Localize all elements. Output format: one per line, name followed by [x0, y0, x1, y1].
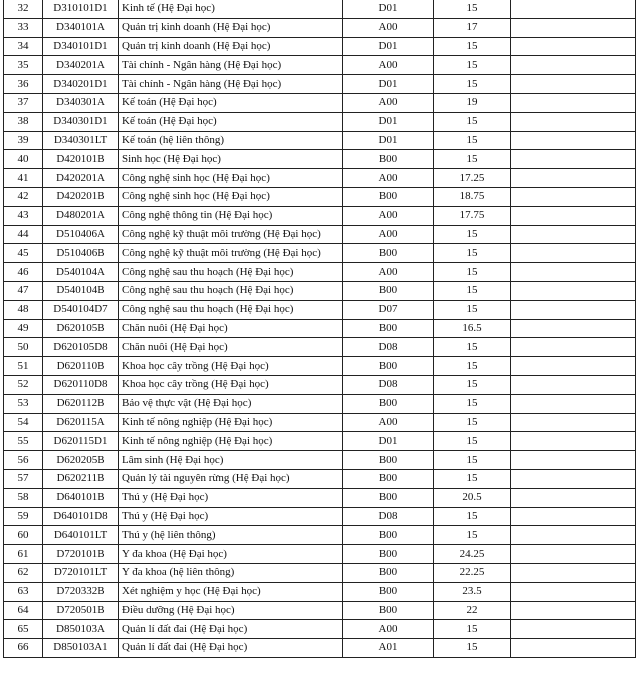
cell-score: 15 — [434, 469, 511, 488]
cell-exam-block: A00 — [343, 620, 434, 639]
cell-exam-block: A00 — [343, 93, 434, 112]
cell-stt: 41 — [4, 169, 43, 188]
cell-exam-block: D01 — [343, 0, 434, 18]
table-row — [4, 563, 636, 582]
cell-score: 15 — [434, 413, 511, 432]
cell-exam-block: A00 — [343, 206, 434, 225]
cell-stt: 48 — [4, 300, 43, 319]
cell-score: 15 — [434, 526, 511, 545]
cell-major-name: Công nghệ sinh học (Hệ Đại học) — [119, 169, 343, 188]
cell-score: 15 — [434, 56, 511, 75]
cell-note — [511, 601, 636, 620]
cell-major-name: Khoa học cây trồng (Hệ Đại học) — [119, 357, 343, 376]
cell-score: 17.25 — [434, 169, 511, 188]
cell-exam-block: D01 — [343, 432, 434, 451]
cell-exam-block: A00 — [343, 169, 434, 188]
cell-major-code: D540104B — [43, 281, 119, 300]
cell-major-name: Thú y (hệ liên thông) — [119, 526, 343, 545]
table-row — [4, 545, 636, 564]
cell-exam-block: D08 — [343, 507, 434, 526]
table-row — [4, 150, 636, 169]
cell-note — [511, 169, 636, 188]
cell-exam-block: A00 — [343, 225, 434, 244]
cell-major-code: D640101D8 — [43, 507, 119, 526]
cell-exam-block: B00 — [343, 469, 434, 488]
cell-note — [511, 93, 636, 112]
cell-exam-block: B00 — [343, 244, 434, 263]
cell-exam-block: B00 — [343, 281, 434, 300]
cell-major-name: Công nghệ kỹ thuật môi trường (Hệ Đại học) — [119, 225, 343, 244]
cell-note — [511, 620, 636, 639]
cell-note — [511, 281, 636, 300]
table-row — [4, 169, 636, 188]
cell-stt: 53 — [4, 394, 43, 413]
cell-major-name: Thú y (Hệ Đại học) — [119, 488, 343, 507]
cell-major-code: D480201A — [43, 206, 119, 225]
cell-exam-block: B00 — [343, 394, 434, 413]
cell-stt: 55 — [4, 432, 43, 451]
cell-score: 15 — [434, 131, 511, 150]
cell-stt: 50 — [4, 338, 43, 357]
cell-major-code: D340301A — [43, 93, 119, 112]
table-row — [4, 56, 636, 75]
cell-major-code: D420101B — [43, 150, 119, 169]
cell-major-name: Kinh tế nông nghiệp (Hệ Đại học) — [119, 432, 343, 451]
table-row — [4, 432, 636, 451]
table-row — [4, 469, 636, 488]
cell-note — [511, 56, 636, 75]
cell-major-code: D510406A — [43, 225, 119, 244]
cell-stt: 56 — [4, 451, 43, 470]
cell-stt: 42 — [4, 187, 43, 206]
cell-stt: 43 — [4, 206, 43, 225]
cell-note — [511, 18, 636, 37]
cell-note — [511, 469, 636, 488]
cell-major-code: D420201A — [43, 169, 119, 188]
cell-note — [511, 263, 636, 282]
cell-major-code: D510406B — [43, 244, 119, 263]
cell-score: 23.5 — [434, 582, 511, 601]
cell-score: 15 — [434, 375, 511, 394]
cell-score: 24.25 — [434, 545, 511, 564]
cell-major-code: D620110B — [43, 357, 119, 376]
cell-stt: 34 — [4, 37, 43, 56]
cell-note — [511, 206, 636, 225]
table-row — [4, 394, 636, 413]
cell-note — [511, 131, 636, 150]
cell-exam-block: B00 — [343, 357, 434, 376]
cell-exam-block: D01 — [343, 75, 434, 94]
cell-exam-block: D08 — [343, 375, 434, 394]
table-body — [4, 0, 636, 657]
table-row — [4, 300, 636, 319]
table-row — [4, 187, 636, 206]
table-row — [4, 93, 636, 112]
cell-exam-block: D01 — [343, 112, 434, 131]
table-row — [4, 225, 636, 244]
cell-major-name: Công nghệ sau thu hoạch (Hệ Đại học) — [119, 281, 343, 300]
cell-note — [511, 300, 636, 319]
cell-major-name: Tài chính - Ngân hàng (Hệ Đại học) — [119, 56, 343, 75]
cell-major-name: Công nghệ sau thu hoạch (Hệ Đại học) — [119, 263, 343, 282]
cell-major-code: D720332B — [43, 582, 119, 601]
table-row — [4, 263, 636, 282]
cell-major-name: Kế toán (Hệ Đại học) — [119, 93, 343, 112]
cell-major-code: D720101LT — [43, 563, 119, 582]
cell-major-code: D850103A — [43, 620, 119, 639]
cell-exam-block: B00 — [343, 582, 434, 601]
cell-stt: 44 — [4, 225, 43, 244]
cell-exam-block: D01 — [343, 131, 434, 150]
cell-major-code: D620110D8 — [43, 375, 119, 394]
cell-major-name: Kế toán (Hệ Đại học) — [119, 112, 343, 131]
cell-major-name: Công nghệ kỹ thuật môi trường (Hệ Đại học) — [119, 244, 343, 263]
table-row — [4, 582, 636, 601]
cell-stt: 51 — [4, 357, 43, 376]
cell-stt: 32 — [4, 0, 43, 18]
cell-score: 19 — [434, 93, 511, 112]
cell-major-code: D620115D1 — [43, 432, 119, 451]
cell-score: 17.75 — [434, 206, 511, 225]
cell-note — [511, 244, 636, 263]
cell-stt: 39 — [4, 131, 43, 150]
cell-major-code: D620105D8 — [43, 338, 119, 357]
cell-stt: 52 — [4, 375, 43, 394]
cell-note — [511, 112, 636, 131]
cell-score: 15 — [434, 281, 511, 300]
cell-exam-block: B00 — [343, 545, 434, 564]
cell-note — [511, 507, 636, 526]
cell-major-name: Công nghệ sau thu hoạch (Hệ Đại học) — [119, 300, 343, 319]
cell-major-code: D720501B — [43, 601, 119, 620]
admission-scores-table — [3, 0, 636, 658]
cell-major-name: Xét nghiệm y học (Hệ Đại học) — [119, 582, 343, 601]
cell-score: 15 — [434, 507, 511, 526]
cell-score: 18.75 — [434, 187, 511, 206]
cell-score: 22.25 — [434, 563, 511, 582]
cell-score: 17 — [434, 18, 511, 37]
cell-exam-block: D01 — [343, 37, 434, 56]
cell-stt: 59 — [4, 507, 43, 526]
cell-note — [511, 319, 636, 338]
cell-exam-block: B00 — [343, 319, 434, 338]
table-row — [4, 18, 636, 37]
cell-exam-block: D08 — [343, 338, 434, 357]
cell-stt: 63 — [4, 582, 43, 601]
cell-major-name: Chăn nuôi (Hệ Đại học) — [119, 319, 343, 338]
cell-stt: 46 — [4, 263, 43, 282]
cell-score: 22 — [434, 601, 511, 620]
cell-score: 15 — [434, 357, 511, 376]
cell-stt: 54 — [4, 413, 43, 432]
cell-stt: 49 — [4, 319, 43, 338]
cell-note — [511, 394, 636, 413]
cell-note — [511, 338, 636, 357]
cell-major-name: Quản trị kinh doanh (Hệ Đại học) — [119, 37, 343, 56]
cell-score: 15 — [434, 225, 511, 244]
cell-major-name: Tài chính - Ngân hàng (Hệ Đại học) — [119, 75, 343, 94]
cell-note — [511, 225, 636, 244]
cell-score: 15 — [434, 639, 511, 658]
table-row — [4, 112, 636, 131]
cell-score: 20.5 — [434, 488, 511, 507]
cell-stt: 61 — [4, 545, 43, 564]
cell-major-code: D540104A — [43, 263, 119, 282]
cell-exam-block: A00 — [343, 413, 434, 432]
cell-major-code: D310101D1 — [43, 0, 119, 18]
cell-score: 15 — [434, 432, 511, 451]
cell-major-code: D720101B — [43, 545, 119, 564]
cell-score: 15 — [434, 263, 511, 282]
cell-major-name: Y đa khoa (Hệ Đại học) — [119, 545, 343, 564]
cell-exam-block: B00 — [343, 150, 434, 169]
cell-major-code: D340201D1 — [43, 75, 119, 94]
cell-note — [511, 545, 636, 564]
table-row — [4, 338, 636, 357]
cell-major-name: Công nghệ sinh học (Hệ Đại học) — [119, 187, 343, 206]
cell-stt: 35 — [4, 56, 43, 75]
table-row — [4, 639, 636, 658]
cell-major-code: D620115A — [43, 413, 119, 432]
cell-major-code: D640101B — [43, 488, 119, 507]
cell-major-code: D340101A — [43, 18, 119, 37]
cell-stt: 37 — [4, 93, 43, 112]
cell-major-code: D340301D1 — [43, 112, 119, 131]
cell-major-code: D850103A1 — [43, 639, 119, 658]
cell-exam-block: B00 — [343, 601, 434, 620]
cell-major-code: D620205B — [43, 451, 119, 470]
cell-major-name: Kế toán (hệ liên thông) — [119, 131, 343, 150]
cell-major-code: D540104D7 — [43, 300, 119, 319]
cell-note — [511, 37, 636, 56]
cell-major-code: D340101D1 — [43, 37, 119, 56]
cell-major-name: Y đa khoa (hệ liên thông) — [119, 563, 343, 582]
table-row — [4, 620, 636, 639]
table-row — [4, 526, 636, 545]
table-row — [4, 244, 636, 263]
cell-major-code: D340201A — [43, 56, 119, 75]
cell-stt: 36 — [4, 75, 43, 94]
table-row — [4, 451, 636, 470]
table-row — [4, 75, 636, 94]
table-row — [4, 601, 636, 620]
cell-major-name: Kinh tế nông nghiệp (Hệ Đại học) — [119, 413, 343, 432]
cell-major-code: D620211B — [43, 469, 119, 488]
cell-score: 15 — [434, 75, 511, 94]
cell-exam-block: D07 — [343, 300, 434, 319]
cell-major-name: Bảo vệ thực vật (Hệ Đại học) — [119, 394, 343, 413]
table-row — [4, 319, 636, 338]
cell-major-name: Lâm sinh (Hệ Đại học) — [119, 451, 343, 470]
cell-exam-block: B00 — [343, 451, 434, 470]
cell-stt: 57 — [4, 469, 43, 488]
cell-note — [511, 639, 636, 658]
cell-major-name: Chăn nuôi (Hệ Đại học) — [119, 338, 343, 357]
table-row — [4, 131, 636, 150]
cell-note — [511, 357, 636, 376]
cell-major-code: D340301LT — [43, 131, 119, 150]
cell-stt: 47 — [4, 281, 43, 300]
cell-stt: 66 — [4, 639, 43, 658]
cell-exam-block: B00 — [343, 526, 434, 545]
cell-major-name: Khoa học cây trồng (Hệ Đại học) — [119, 375, 343, 394]
cell-major-name: Kinh tế (Hệ Đại học) — [119, 0, 343, 18]
cell-major-name: Quản lý tài nguyên rừng (Hệ Đại học) — [119, 469, 343, 488]
cell-note — [511, 451, 636, 470]
cell-major-name: Quản trị kinh doanh (Hệ Đại học) — [119, 18, 343, 37]
table-row — [4, 488, 636, 507]
cell-stt: 64 — [4, 601, 43, 620]
cell-exam-block: B00 — [343, 563, 434, 582]
cell-note — [511, 187, 636, 206]
cell-major-name: Công nghệ thông tin (Hệ Đại học) — [119, 206, 343, 225]
cell-stt: 58 — [4, 488, 43, 507]
cell-stt: 62 — [4, 563, 43, 582]
table-row — [4, 507, 636, 526]
cell-score: 15 — [434, 338, 511, 357]
cell-score: 15 — [434, 112, 511, 131]
cell-note — [511, 488, 636, 507]
cell-note — [511, 75, 636, 94]
cell-note — [511, 0, 636, 18]
cell-stt: 65 — [4, 620, 43, 639]
cell-major-code: D620105B — [43, 319, 119, 338]
cell-score: 15 — [434, 37, 511, 56]
cell-exam-block: A00 — [343, 18, 434, 37]
cell-note — [511, 432, 636, 451]
table-row — [4, 375, 636, 394]
cell-major-name: Điều dưỡng (Hệ Đại học) — [119, 601, 343, 620]
cell-major-name: Sinh học (Hệ Đại học) — [119, 150, 343, 169]
cell-major-code: D640101LT — [43, 526, 119, 545]
cell-score: 15 — [434, 451, 511, 470]
cell-major-name: Quản lí đất đai (Hệ Đại học) — [119, 639, 343, 658]
cell-exam-block: A01 — [343, 639, 434, 658]
cell-note — [511, 563, 636, 582]
cell-note — [511, 582, 636, 601]
cell-score: 15 — [434, 394, 511, 413]
cell-note — [511, 150, 636, 169]
table-row — [4, 37, 636, 56]
table-row — [4, 0, 636, 18]
cell-exam-block: B00 — [343, 187, 434, 206]
cell-note — [511, 526, 636, 545]
cell-note — [511, 413, 636, 432]
cell-major-name: Quản lí đất đai (Hệ Đại học) — [119, 620, 343, 639]
table-row — [4, 281, 636, 300]
cell-score: 15 — [434, 300, 511, 319]
cell-stt: 33 — [4, 18, 43, 37]
cell-stt: 38 — [4, 112, 43, 131]
table-row — [4, 413, 636, 432]
cell-exam-block: B00 — [343, 488, 434, 507]
table-row — [4, 357, 636, 376]
cell-major-name: Thú y (Hệ Đại học) — [119, 507, 343, 526]
cell-score: 15 — [434, 150, 511, 169]
cell-stt: 45 — [4, 244, 43, 263]
cell-score: 16.5 — [434, 319, 511, 338]
cell-note — [511, 375, 636, 394]
cell-exam-block: A00 — [343, 263, 434, 282]
cell-score: 15 — [434, 244, 511, 263]
cell-stt: 40 — [4, 150, 43, 169]
cell-score: 15 — [434, 0, 511, 18]
cell-exam-block: A00 — [343, 56, 434, 75]
table-row — [4, 206, 636, 225]
cell-score: 15 — [434, 620, 511, 639]
cell-stt: 60 — [4, 526, 43, 545]
cell-major-code: D420201B — [43, 187, 119, 206]
cell-major-code: D620112B — [43, 394, 119, 413]
